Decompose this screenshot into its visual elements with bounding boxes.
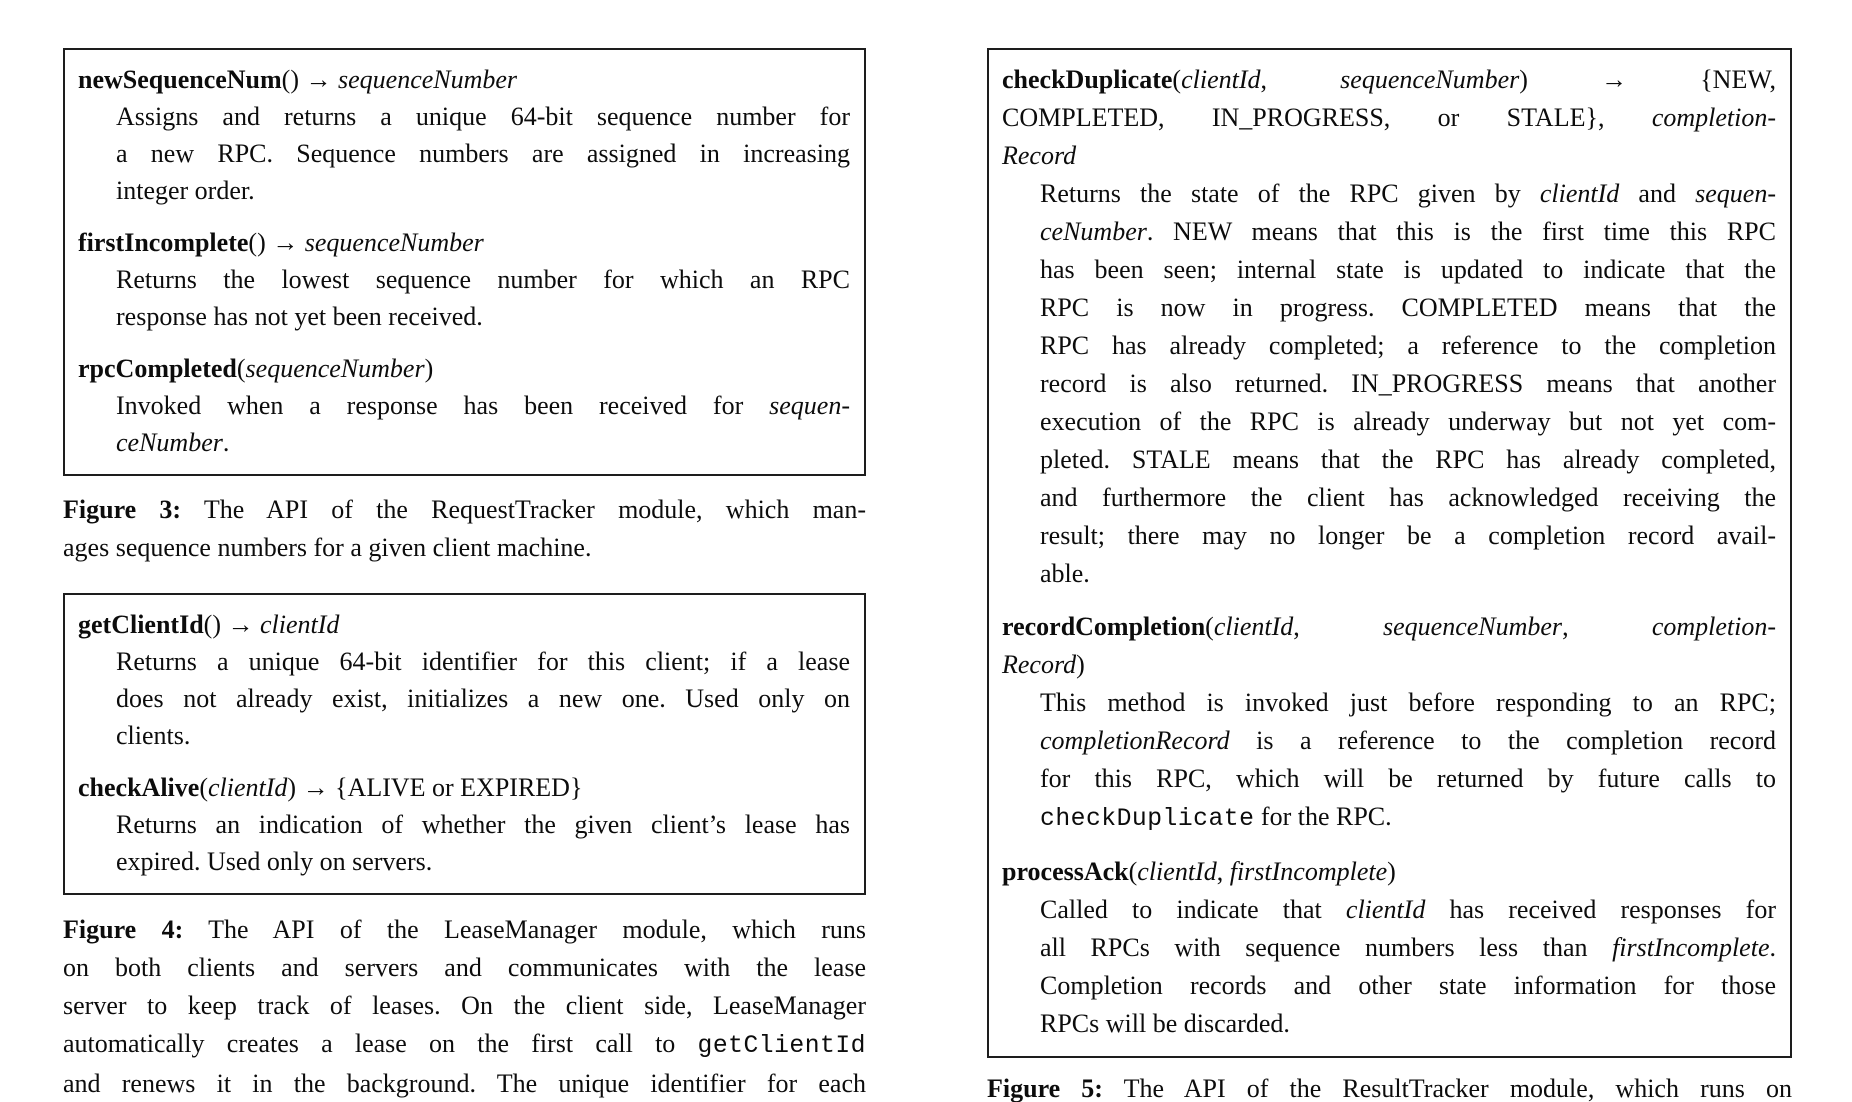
figure3-caption [63,491,866,567]
text-line: clients. [116,721,191,750]
text-line: expired. Used only on servers. [116,847,433,876]
text-line: getClientId() → clientId [78,610,340,639]
text-line: result; there may no longer be a completion record avail- [1040,521,1776,550]
text-line: ceNumber. [116,428,230,457]
right-column [987,48,1792,1102]
text-line: has been seen; internal state is updated to indicate that the [1040,255,1776,284]
text-line: rpcCompleted(sequenceNumber) [78,354,434,383]
text-line: ages sequence numbers for a given client machine. [63,533,592,562]
text-line: Called to indicate that clientId has received responses for [1040,895,1776,924]
text-line: server to keep track of leases. On the client side, LeaseManager [63,991,866,1020]
text-line: ceNumber. NEW means that this is the first time this RPC [1040,217,1776,246]
text-line: on both clients and servers and communicates with the lease [63,953,866,982]
text-line: able. [1040,559,1090,588]
text-line: checkAlive(clientId) → {ALIVE or EXPIRED} [78,773,583,802]
text-line: RPCs will be discarded. [1040,1009,1290,1038]
text-line: Returns a unique 64-bit identifier for this client; if a lease [116,647,850,676]
text-line: RPC is now in progress. COMPLETED means that the [1040,293,1776,322]
text-line: Figure 3: The API of the RequestTracker module, which man- [63,495,867,524]
text-line: integer order. [116,176,255,205]
text-line: Figure 4: The API of the LeaseManager module, which runs [63,915,866,944]
text-line: a new RPC. Sequence numbers are assigned in increasing [116,139,850,168]
text-line: Returns the state of the RPC given by clientId and sequen- [1040,179,1776,208]
text-line: newSequenceNum() → sequenceNumber [78,65,518,94]
text-line: firstIncomplete() → sequenceNumber [78,228,484,257]
text-line: record is also returned. IN_PROGRESS means that another [1040,369,1776,398]
text-line: Assigns and returns a unique 64-bit sequence number for [116,102,850,131]
figure4-caption [63,911,866,1102]
text-line: checkDuplicate(clientId, sequenceNumber) → {NEW, [1002,65,1776,94]
figure5-api-box [987,48,1792,1058]
text-line: Invoked when a response has been received for sequen- [116,391,850,420]
text-line: pleted. STALE means that the RPC has already completed, [1040,445,1776,474]
text-line: processAck(clientId, firstIncomplete) [1002,857,1396,886]
text-line: checkDuplicate for the RPC. [1040,802,1392,833]
text-line: automatically creates a lease on the first call to getClientId [63,1029,866,1060]
text-line: Record [1002,141,1077,170]
text-line: Record) [1002,650,1085,679]
figure4-api-box [63,593,866,895]
text-line: This method is invoked just before responding to an RPC; [1040,688,1776,717]
text-line: Returns the lowest sequence number for which an RPC [116,265,850,294]
text-line: execution of the RPC is already underway but not yet com- [1040,407,1776,436]
text-line: completionRecord is a reference to the completion record [1040,726,1776,755]
text-line: response has not yet been received. [116,302,483,331]
text-line: COMPLETED, IN_PROGRESS, or STALE}, completion- [1002,103,1776,132]
text-line: all RPCs with sequence numbers less than firstIncomplete. [1040,933,1776,962]
text-line: does not already exist, initializes a new one. Used only on [116,684,850,713]
text-line: Figure 5: The API of the ResultTracker module, which runs on [987,1074,1792,1102]
text-line: Returns an indication of whether the given client’s lease has [116,810,850,839]
text-line: and furthermore the client has acknowledged receiving the [1040,483,1776,512]
text-line: RPC has already completed; a reference to the completion [1040,331,1776,360]
figure3-api-box [63,48,866,476]
text-line: Completion records and other state information for those [1040,971,1776,1000]
text-line: for this RPC, which will be returned by future calls to [1040,764,1776,793]
left-column [63,48,866,1102]
text-line: and renews it in the background. The unique identifier for each [63,1069,866,1098]
figure5-caption [987,1070,1792,1102]
text-line: recordCompletion(clientId, sequenceNumber, completion- [1002,612,1776,641]
